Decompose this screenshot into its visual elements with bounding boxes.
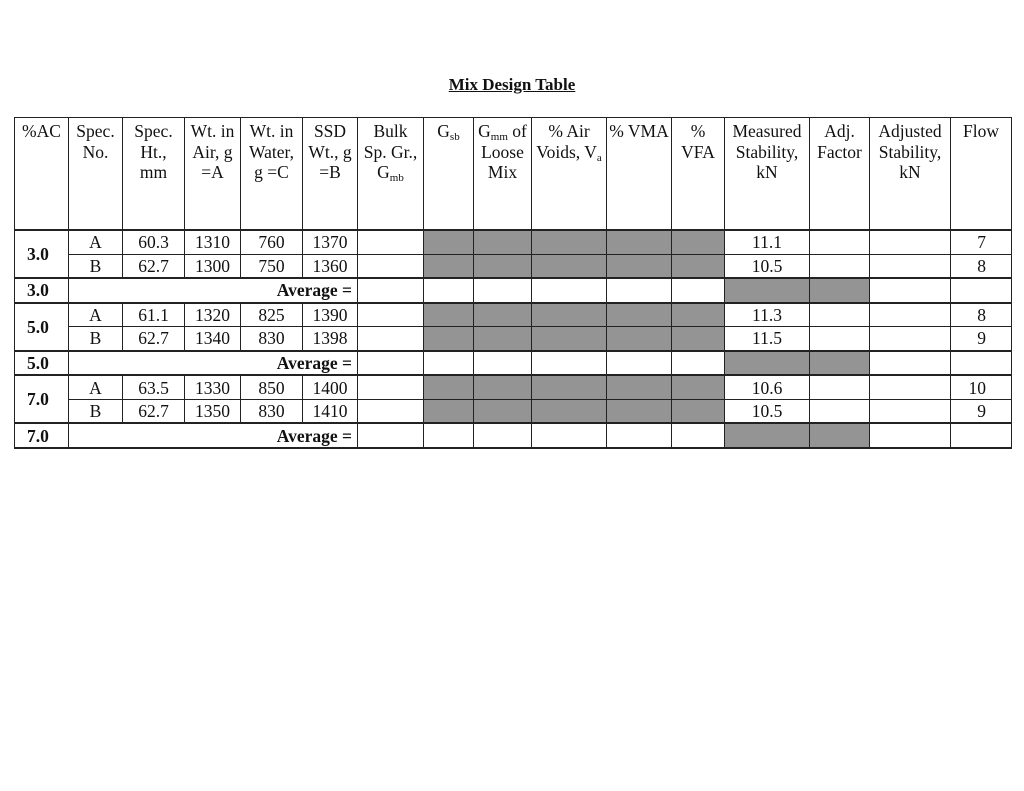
header-wt-air: Wt. in Air, g =A: [185, 118, 241, 231]
ac-cell: 7.0: [15, 423, 69, 448]
blank-cell: [607, 351, 672, 376]
ac-cell: 5.0: [15, 351, 69, 376]
header-adjusted-stability: Adjusted Stability, kN: [870, 118, 951, 231]
flow-cell: 10: [951, 375, 1012, 399]
stability-cell: 10.6: [725, 375, 810, 399]
shaded-cell: [424, 399, 474, 423]
ssd-cell: 1400: [303, 375, 358, 399]
blank-cell: [870, 399, 951, 423]
shaded-cell: [474, 254, 532, 278]
flow-cell: 9: [951, 399, 1012, 423]
header-measured-stability: Measured Stability, kN: [725, 118, 810, 231]
header-spec-ht: Spec. Ht., mm: [123, 118, 185, 231]
blank-cell: [424, 423, 474, 448]
blank-cell: [474, 351, 532, 376]
header-spec-no: Spec. No.: [69, 118, 123, 231]
blank-cell: [424, 351, 474, 376]
shaded-cell: [607, 254, 672, 278]
shaded-cell: [810, 423, 870, 448]
table-row: [15, 230, 1012, 254]
shaded-cell: [532, 303, 607, 327]
shaded-cell: [810, 278, 870, 303]
blank-cell: [358, 278, 424, 303]
table-title: Mix Design Table: [448, 75, 576, 94]
blank-cell: [672, 351, 725, 376]
header-bulk-sp-gr: Bulk Sp. Gr., $G_{mb}$: [358, 118, 424, 231]
shaded-cell: [725, 351, 810, 376]
ht-cell: 63.5: [123, 375, 185, 399]
average-row: [15, 351, 1012, 376]
shaded-cell: [607, 399, 672, 423]
blank-cell: [607, 278, 672, 303]
shaded-cell: [532, 254, 607, 278]
shaded-cell: [474, 303, 532, 327]
blank-cell: [951, 278, 1012, 303]
blank-cell: [358, 327, 424, 351]
blank-cell: [870, 351, 951, 376]
blank-cell: [358, 351, 424, 376]
blank-cell: [870, 278, 951, 303]
shaded-cell: [424, 254, 474, 278]
shaded-cell: [424, 230, 474, 254]
water-cell: 750: [241, 254, 303, 278]
blank-cell: [672, 278, 725, 303]
shaded-cell: [672, 230, 725, 254]
shaded-cell: [672, 327, 725, 351]
stability-cell: 11.1: [725, 230, 810, 254]
ht-cell: 60.3: [123, 230, 185, 254]
blank-cell: [424, 278, 474, 303]
water-cell: 825: [241, 303, 303, 327]
flow-cell: 9: [951, 327, 1012, 351]
blank-cell: [532, 351, 607, 376]
air-cell: 1320: [185, 303, 241, 327]
shaded-cell: [672, 254, 725, 278]
ht-cell: 62.7: [123, 327, 185, 351]
blank-cell: [870, 375, 951, 399]
water-cell: 760: [241, 230, 303, 254]
blank-cell: [810, 303, 870, 327]
shaded-cell: [532, 375, 607, 399]
shaded-cell: [474, 399, 532, 423]
table-row: [15, 303, 1012, 327]
shaded-cell: [532, 327, 607, 351]
air-cell: 1330: [185, 375, 241, 399]
table-row: [15, 375, 1012, 399]
header-vfa: % VFA: [672, 118, 725, 231]
ssd-cell: 1360: [303, 254, 358, 278]
spec-cell: A: [69, 303, 123, 327]
average-row: [15, 423, 1012, 448]
header-adj-factor: Adj. Factor: [810, 118, 870, 231]
header-air-voids: % Air Voids, $V_a$: [532, 118, 607, 231]
blank-cell: [810, 399, 870, 423]
blank-cell: [810, 375, 870, 399]
header-flow: Flow: [951, 118, 1012, 231]
shaded-cell: [672, 399, 725, 423]
spec-cell: A: [69, 230, 123, 254]
blank-cell: [870, 230, 951, 254]
blank-cell: [474, 423, 532, 448]
blank-cell: [607, 423, 672, 448]
blank-cell: [870, 423, 951, 448]
shaded-cell: [532, 230, 607, 254]
blank-cell: [870, 303, 951, 327]
blank-cell: [532, 423, 607, 448]
ht-cell: 61.1: [123, 303, 185, 327]
stability-cell: 10.5: [725, 399, 810, 423]
average-label: Average =: [69, 278, 358, 303]
flow-cell: 7: [951, 230, 1012, 254]
blank-cell: [870, 254, 951, 278]
stability-cell: 11.5: [725, 327, 810, 351]
shaded-cell: [672, 375, 725, 399]
shaded-cell: [607, 327, 672, 351]
ssd-cell: 1410: [303, 399, 358, 423]
ac-cell: 5.0: [15, 303, 69, 351]
average-label: Average =: [69, 351, 358, 376]
header-vma: % VMA: [607, 118, 672, 231]
blank-cell: [951, 423, 1012, 448]
blank-cell: [810, 327, 870, 351]
shaded-cell: [474, 327, 532, 351]
blank-cell: [532, 278, 607, 303]
air-cell: 1310: [185, 230, 241, 254]
ht-cell: 62.7: [123, 399, 185, 423]
blank-cell: [810, 230, 870, 254]
blank-cell: [358, 375, 424, 399]
flow-cell: 8: [951, 303, 1012, 327]
air-cell: 1350: [185, 399, 241, 423]
shaded-cell: [424, 375, 474, 399]
stability-cell: 10.5: [725, 254, 810, 278]
ac-cell: 3.0: [15, 230, 69, 278]
air-cell: 1300: [185, 254, 241, 278]
blank-cell: [358, 230, 424, 254]
header-wt-water: Wt. in Water, g =C: [241, 118, 303, 231]
shaded-cell: [810, 351, 870, 376]
shaded-cell: [607, 230, 672, 254]
blank-cell: [358, 254, 424, 278]
water-cell: 830: [241, 327, 303, 351]
shaded-cell: [672, 303, 725, 327]
mix-design-table: [14, 117, 1012, 449]
spec-cell: B: [69, 399, 123, 423]
blank-cell: [951, 351, 1012, 376]
water-cell: 850: [241, 375, 303, 399]
blank-cell: [358, 399, 424, 423]
header-gsb: $G_{sb}$: [424, 118, 474, 231]
average-row: [15, 278, 1012, 303]
shaded-cell: [474, 375, 532, 399]
blank-cell: [474, 278, 532, 303]
ac-cell: 3.0: [15, 278, 69, 303]
table-row: [15, 327, 1012, 351]
shaded-cell: [607, 303, 672, 327]
blank-cell: [870, 327, 951, 351]
header-ssd-wt: SSD Wt., g =B: [303, 118, 358, 231]
shaded-cell: [725, 423, 810, 448]
header-ac: %AC: [15, 118, 69, 231]
shaded-cell: [474, 230, 532, 254]
air-cell: 1340: [185, 327, 241, 351]
shaded-cell: [532, 399, 607, 423]
shaded-cell: [607, 375, 672, 399]
blank-cell: [672, 423, 725, 448]
ssd-cell: 1398: [303, 327, 358, 351]
average-label: Average =: [69, 423, 358, 448]
spec-cell: B: [69, 327, 123, 351]
shaded-cell: [424, 327, 474, 351]
ssd-cell: 1390: [303, 303, 358, 327]
stability-cell: 11.3: [725, 303, 810, 327]
water-cell: 830: [241, 399, 303, 423]
spec-cell: A: [69, 375, 123, 399]
table-row: [15, 399, 1012, 423]
flow-cell: 8: [951, 254, 1012, 278]
header-row: [15, 118, 1012, 231]
table-row: [15, 254, 1012, 278]
ht-cell: 62.7: [123, 254, 185, 278]
blank-cell: [810, 254, 870, 278]
shaded-cell: [424, 303, 474, 327]
spec-cell: B: [69, 254, 123, 278]
blank-cell: [358, 423, 424, 448]
ac-cell: 7.0: [15, 375, 69, 423]
header-gmm: $G_{mm}$ of Loose Mix: [474, 118, 532, 231]
shaded-cell: [725, 278, 810, 303]
ssd-cell: 1370: [303, 230, 358, 254]
blank-cell: [358, 303, 424, 327]
